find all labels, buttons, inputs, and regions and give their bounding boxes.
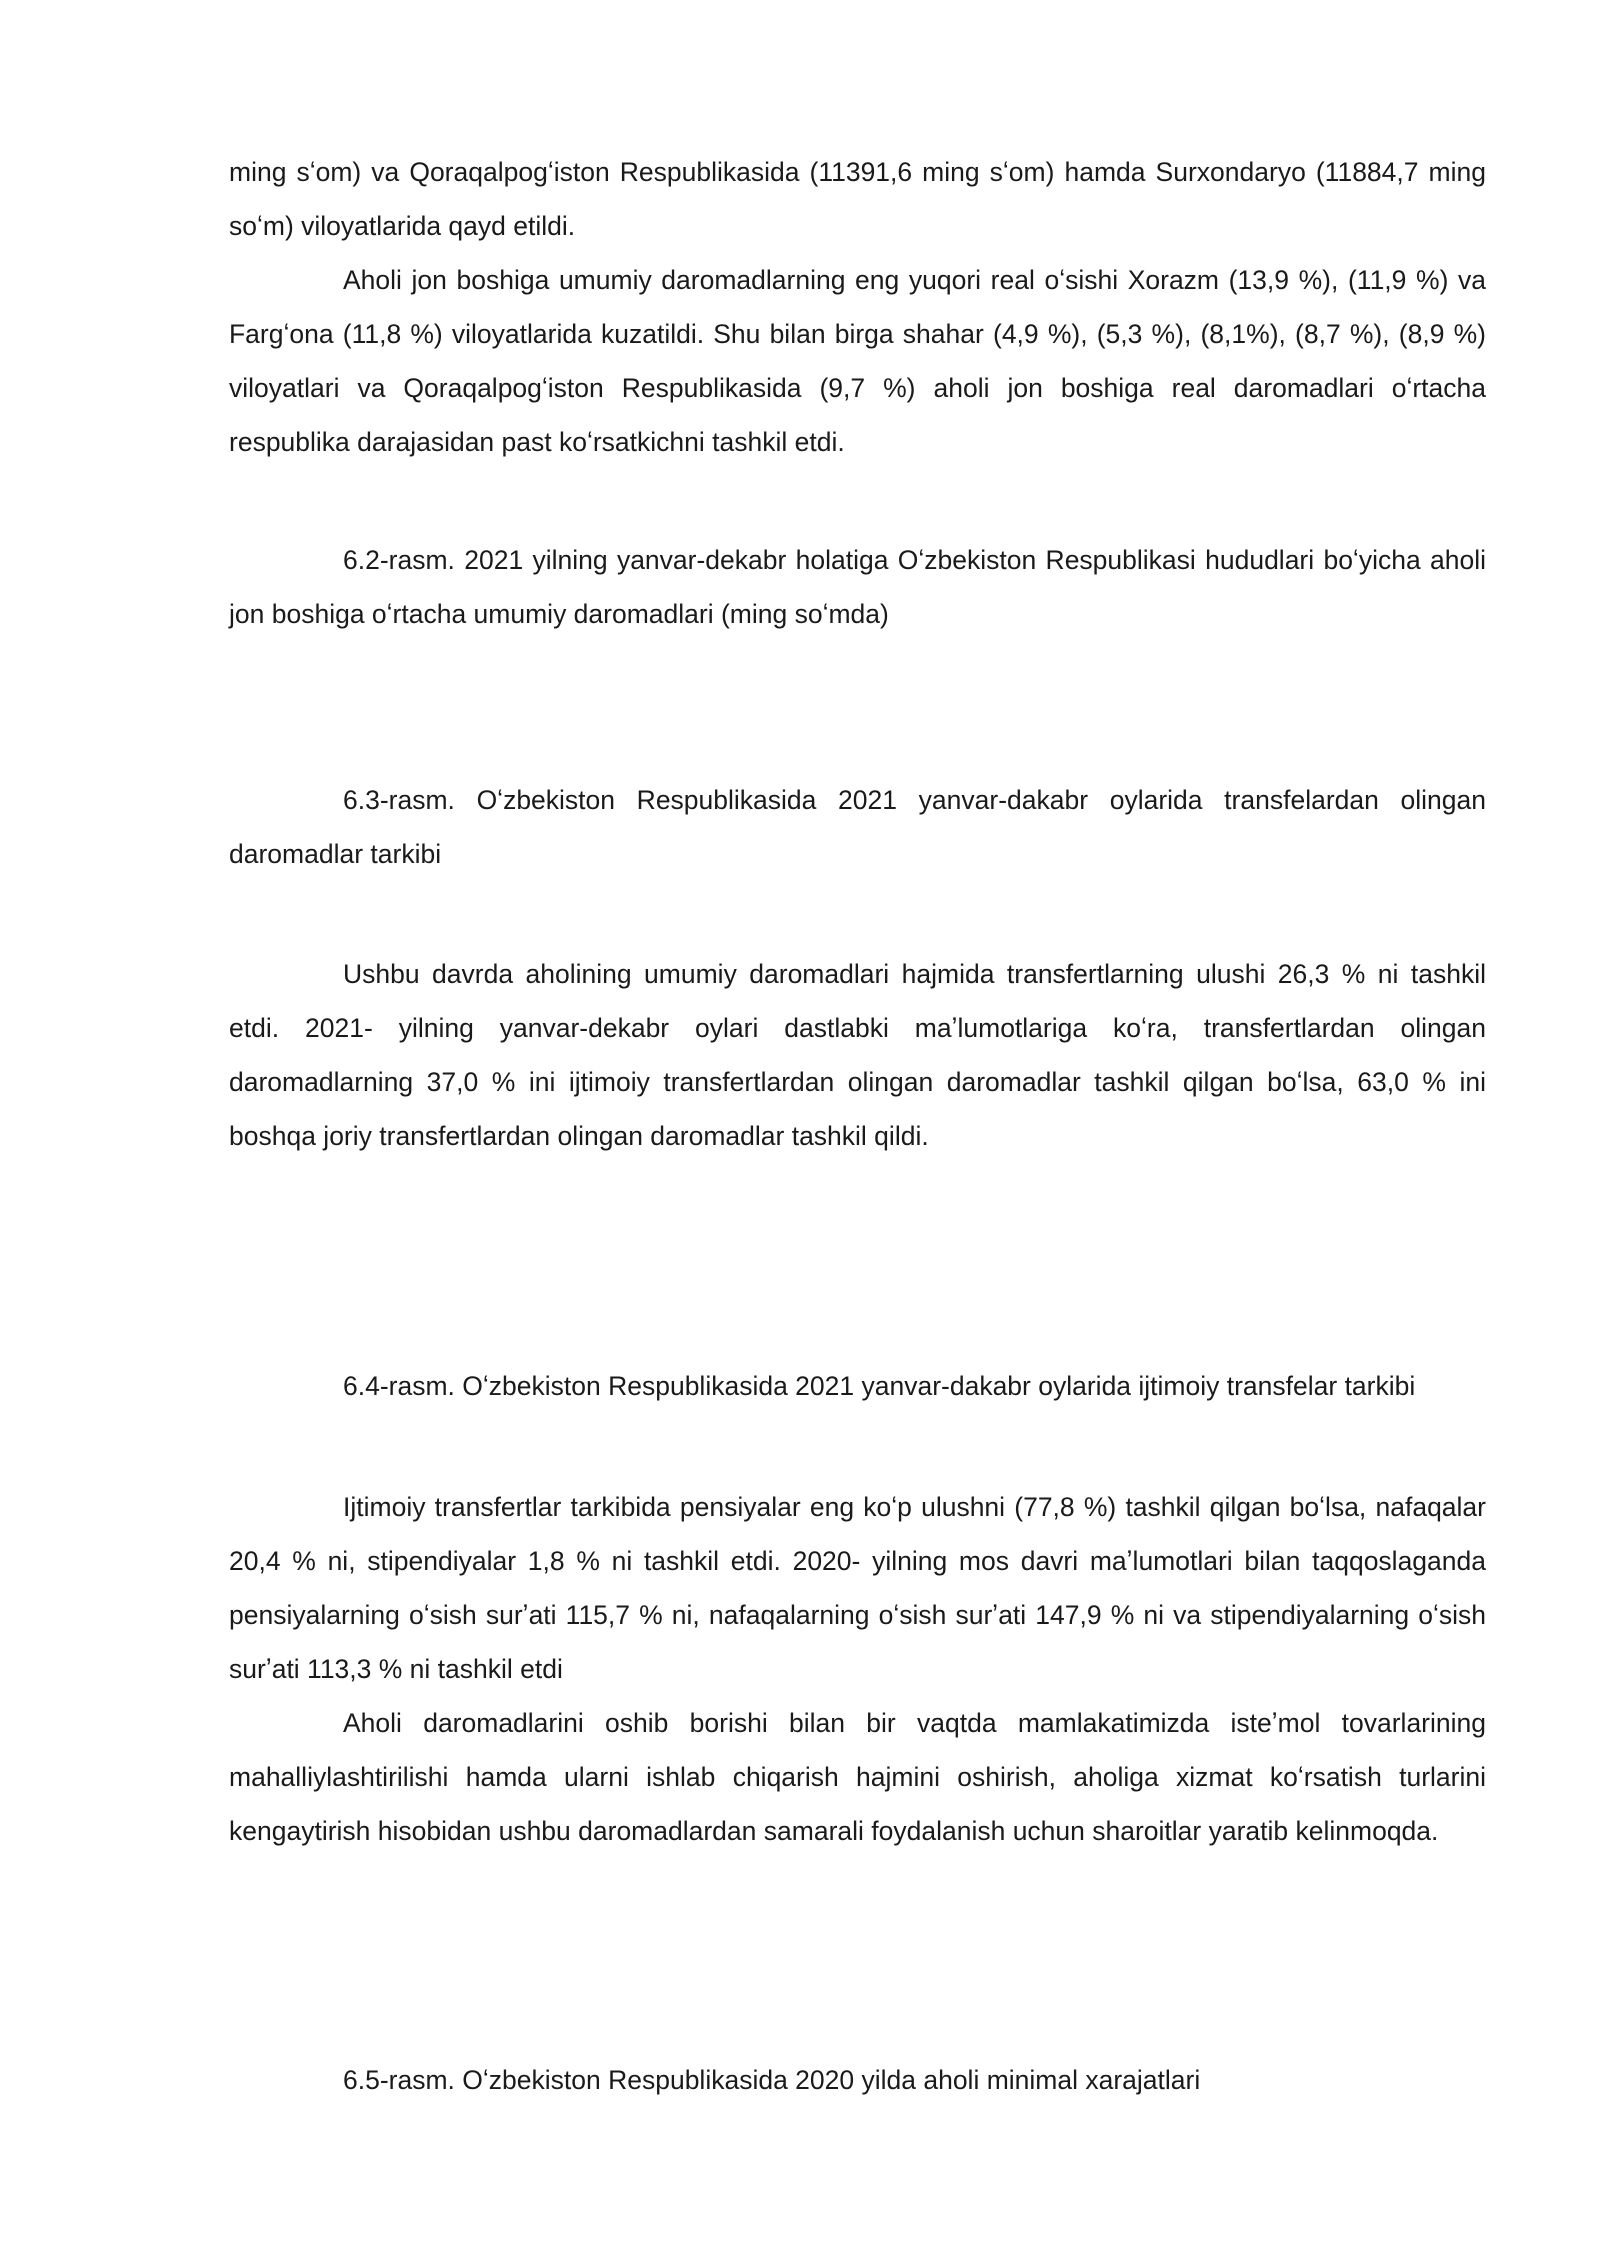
paragraph-real-income-growth: Aholi jon boshiga umumiy daromadlarning eng yuqori real oʻsishi Xorazm (13,9 %), (11,9 %) va Fargʻona (11,8 %) viloyatlarida kuzatildi. Shu bilan birga shahar (4,9 %), (5,3 %), (8,1%), (8,7 %), (8,9 %) viloyatlari va Qoraqalpogʻiston Respublikasida (9,7 %) aholi jon boshiga real daromadlari oʻrtacha respublika darajasidan past koʻrsatkichni tashkil etdi. (229, 265, 1486, 457)
figure-caption-6-3: 6.3-rasm. Oʻzbekiston Respublikasida 2021 yanvar-dakabr oylarida transfelardan olingan daromadlar tarkibi (229, 785, 1486, 869)
paragraph-regional-incomes-continued: ming sʻom) va Qoraqalpogʻiston Respublikasida (11391,6 ming sʻom) hamda Surxondaryo (11884,7 ming soʻm) viloyatlarida qayd etildi. (229, 157, 1486, 241)
figure-caption-6-2: 6.2-rasm. 2021 yilning yanvar-dekabr holatiga Oʻzbekiston Respublikasi hududlari boʻyicha aholi jon boshiga oʻrtacha umumiy daromadlari (ming soʻmda) (229, 545, 1486, 629)
paragraph-social-transfers-structure: Ijtimoiy transfertlar tarkibida pensiyalar eng koʻp ulushni (77,8 %) tashkil qilgan boʻlsa, nafaqalar 20,4 % ni, stipendiyalar 1,8 % ni tashkil etdi. 2020- yilning mos davri maʼlumotlari bilan taqqoslaganda pensiyalarning oʻsish surʼati 115,7 % ni, nafaqalarning oʻsish surʼati 147,9 % ni va stipendiyalarning oʻsish surʼati 113,3 % ni tashkil etdi (229, 1492, 1486, 1684)
figure-caption-6-5: 6.5-rasm. Oʻzbekiston Respublikasida 2020 yilda aholi minimal xarajatlari (343, 2065, 1201, 2095)
paragraph-consumer-goods-localization: Aholi daromadlarini oshib borishi bilan bir vaqtda mamlakatimizda isteʼmol tovarlarining mahalliylashtirilishi hamda ularni ishlab chiqarish hajmini oshirish, aholiga xizmat koʻrsatish turlarini kengaytirish hisobidan ushbu daromadlardan samarali foydalanish uchun sharoitlar yaratib kelinmoqda. (229, 1708, 1486, 1846)
paragraph-transfer-share: Ushbu davrda aholining umumiy daromadlari hajmida transfertlarning ulushi 26,3 % ni tashkil etdi. 2021- yilning yanvar-dekabr oylari dastlabki maʼlumotlariga koʻra, transfertlardan olingan daromadlarning 37,0 % ini ijtimoiy transfertlardan olingan daromadlar tashkil qilgan boʻlsa, 63,0 % ini boshqa joriy transfertlardan olingan daromadlar tashkil qildi. (229, 959, 1486, 1151)
figure-caption-6-4: 6.4-rasm. Oʻzbekiston Respublikasida 2021 yanvar-dakabr oylarida ijtimoiy transfelar tarkibi (343, 1371, 1416, 1401)
